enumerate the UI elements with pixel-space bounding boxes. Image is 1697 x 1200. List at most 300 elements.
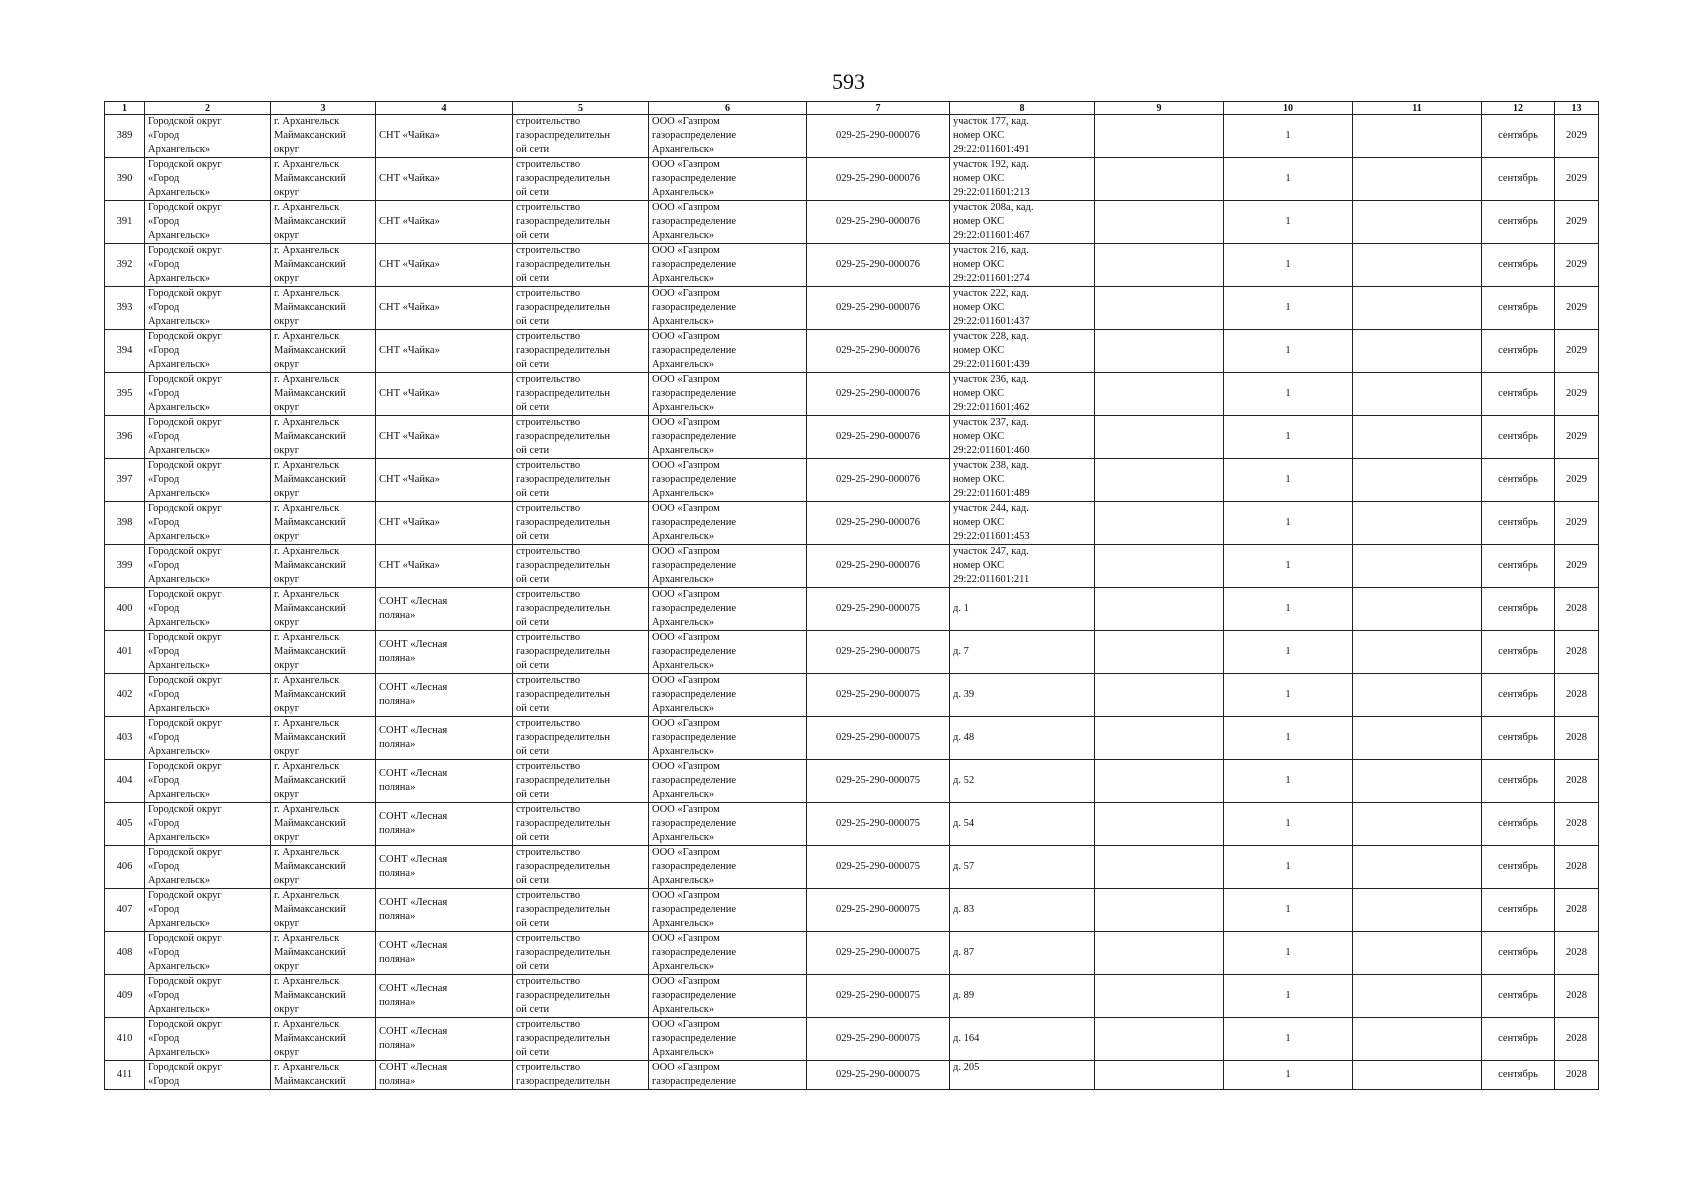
month-cell: сентябрь — [1482, 244, 1555, 287]
district-cell: Городской округ «Город Архангельск» — [145, 545, 271, 588]
year-cell: 2028 — [1555, 932, 1599, 975]
month-cell: сентябрь — [1482, 545, 1555, 588]
address-cell: д. 164 — [950, 1018, 1095, 1061]
organization-cell: ООО «Газпром газораспределение Архангельск» — [649, 502, 807, 545]
col11-cell — [1353, 932, 1482, 975]
year-cell: 2028 — [1555, 803, 1599, 846]
row-number: 410 — [105, 1018, 145, 1061]
col9-cell — [1095, 631, 1224, 674]
work-type-cell: строительство газораспределительн ой сети — [513, 760, 649, 803]
col9-cell — [1095, 889, 1224, 932]
program-code-cell: 029-25-290-000076 — [807, 459, 950, 502]
table-row — [105, 244, 1599, 287]
address-cell: д. 39 — [950, 674, 1095, 717]
organization-cell: ООО «Газпром газораспределение Архангельск» — [649, 1018, 807, 1061]
table-row — [105, 588, 1599, 631]
month-cell: сентябрь — [1482, 459, 1555, 502]
address-cell: участок 237, кад. номер ОКС 29:22:011601:460 — [950, 416, 1095, 459]
locality-cell: г. Архангельск Маймаксанский округ — [271, 803, 376, 846]
address-cell: участок 192, кад. номер ОКС 29:22:011601:213 — [950, 158, 1095, 201]
column-number: 13 — [1555, 102, 1599, 115]
quantity-cell: 1 — [1224, 115, 1353, 158]
address-cell: д. 54 — [950, 803, 1095, 846]
table-row — [105, 373, 1599, 416]
quantity-cell: 1 — [1224, 545, 1353, 588]
object-cell: СОНТ «Лесная поляна» — [376, 1061, 513, 1090]
col9-cell — [1095, 588, 1224, 631]
work-type-cell: строительство газораспределительн ой сети — [513, 330, 649, 373]
address-cell: участок 222, кад. номер ОКС 29:22:011601:437 — [950, 287, 1095, 330]
year-cell: 2029 — [1555, 330, 1599, 373]
table-row — [105, 889, 1599, 932]
col11-cell — [1353, 201, 1482, 244]
quantity-cell: 1 — [1224, 502, 1353, 545]
work-type-cell: строительство газораспределительн ой сети — [513, 674, 649, 717]
col9-cell — [1095, 760, 1224, 803]
object-cell: СОНТ «Лесная поляна» — [376, 889, 513, 932]
locality-cell: г. Архангельск Маймаксанский округ — [271, 158, 376, 201]
row-number: 391 — [105, 201, 145, 244]
quantity-cell: 1 — [1224, 201, 1353, 244]
organization-cell: ООО «Газпром газораспределение Архангельск» — [649, 803, 807, 846]
col11-cell — [1353, 975, 1482, 1018]
table-row — [105, 975, 1599, 1018]
col11-cell — [1353, 1061, 1482, 1090]
program-code-cell: 029-25-290-000075 — [807, 674, 950, 717]
program-code-cell: 029-25-290-000075 — [807, 932, 950, 975]
quantity-cell: 1 — [1224, 1061, 1353, 1090]
work-type-cell: строительство газораспределительн ой сети — [513, 588, 649, 631]
locality-cell: г. Архангельск Маймаксанский округ — [271, 932, 376, 975]
district-cell: Городской округ «Город Архангельск» — [145, 158, 271, 201]
month-cell: сентябрь — [1482, 631, 1555, 674]
quantity-cell: 1 — [1224, 158, 1353, 201]
program-code-cell: 029-25-290-000075 — [807, 1061, 950, 1090]
work-type-cell: строительство газораспределительн ой сети — [513, 545, 649, 588]
row-number: 401 — [105, 631, 145, 674]
program-code-cell: 029-25-290-000075 — [807, 717, 950, 760]
quantity-cell: 1 — [1224, 416, 1353, 459]
table-row — [105, 158, 1599, 201]
district-cell: Городской округ «Город Архангельск» — [145, 803, 271, 846]
object-cell: СНТ «Чайка» — [376, 545, 513, 588]
table-body — [105, 115, 1599, 1090]
col9-cell — [1095, 674, 1224, 717]
locality-cell: г. Архангельск Маймаксанский округ — [271, 416, 376, 459]
object-cell: СОНТ «Лесная поляна» — [376, 674, 513, 717]
col9-cell — [1095, 545, 1224, 588]
table-row — [105, 115, 1599, 158]
work-type-cell: строительство газораспределительн — [513, 1061, 649, 1090]
row-number: 404 — [105, 760, 145, 803]
col11-cell — [1353, 588, 1482, 631]
month-cell: сентябрь — [1482, 889, 1555, 932]
register-table — [104, 101, 1599, 1090]
organization-cell: ООО «Газпром газораспределение Архангельск» — [649, 760, 807, 803]
quantity-cell: 1 — [1224, 803, 1353, 846]
object-cell: СОНТ «Лесная поляна» — [376, 975, 513, 1018]
locality-cell: г. Архангельск Маймаксанский — [271, 1061, 376, 1090]
quantity-cell: 1 — [1224, 846, 1353, 889]
col9-cell — [1095, 330, 1224, 373]
district-cell: Городской округ «Город Архангельск» — [145, 330, 271, 373]
locality-cell: г. Архангельск Маймаксанский округ — [271, 674, 376, 717]
month-cell: сентябрь — [1482, 1018, 1555, 1061]
work-type-cell: строительство газораспределительн ой сети — [513, 631, 649, 674]
organization-cell: ООО «Газпром газораспределение Архангельск» — [649, 545, 807, 588]
row-number: 397 — [105, 459, 145, 502]
col9-cell — [1095, 459, 1224, 502]
table-row — [105, 803, 1599, 846]
column-number: 3 — [271, 102, 376, 115]
col11-cell — [1353, 846, 1482, 889]
address-cell: д. 48 — [950, 717, 1095, 760]
month-cell: сентябрь — [1482, 201, 1555, 244]
work-type-cell: строительство газораспределительн ой сети — [513, 889, 649, 932]
month-cell: сентябрь — [1482, 158, 1555, 201]
column-number: 10 — [1224, 102, 1353, 115]
year-cell: 2028 — [1555, 846, 1599, 889]
year-cell: 2028 — [1555, 631, 1599, 674]
month-cell: сентябрь — [1482, 287, 1555, 330]
address-cell: д. 89 — [950, 975, 1095, 1018]
month-cell: сентябрь — [1482, 416, 1555, 459]
work-type-cell: строительство газораспределительн ой сети — [513, 932, 649, 975]
quantity-cell: 1 — [1224, 889, 1353, 932]
column-number: 6 — [649, 102, 807, 115]
table-row — [105, 330, 1599, 373]
organization-cell: ООО «Газпром газораспределение Архангельск» — [649, 287, 807, 330]
year-cell: 2029 — [1555, 373, 1599, 416]
table-row — [105, 1018, 1599, 1061]
year-cell: 2028 — [1555, 1061, 1599, 1090]
column-number: 4 — [376, 102, 513, 115]
col11-cell — [1353, 545, 1482, 588]
district-cell: Городской округ «Город Архангельск» — [145, 502, 271, 545]
work-type-cell: строительство газораспределительн ой сети — [513, 1018, 649, 1061]
program-code-cell: 029-25-290-000075 — [807, 631, 950, 674]
district-cell: Городской округ «Город Архангельск» — [145, 674, 271, 717]
row-number: 398 — [105, 502, 145, 545]
month-cell: сентябрь — [1482, 674, 1555, 717]
col11-cell — [1353, 330, 1482, 373]
address-cell: участок 238, кад. номер ОКС 29:22:011601:489 — [950, 459, 1095, 502]
month-cell: сентябрь — [1482, 373, 1555, 416]
table-row — [105, 760, 1599, 803]
district-cell: Городской округ «Город Архангельск» — [145, 975, 271, 1018]
program-code-cell: 029-25-290-000076 — [807, 244, 950, 287]
district-cell: Городской округ «Город Архангельск» — [145, 1018, 271, 1061]
col9-cell — [1095, 846, 1224, 889]
month-cell: сентябрь — [1482, 588, 1555, 631]
year-cell: 2029 — [1555, 115, 1599, 158]
object-cell: СНТ «Чайка» — [376, 330, 513, 373]
row-number: 389 — [105, 115, 145, 158]
address-cell: д. 1 — [950, 588, 1095, 631]
page-number: 593 — [832, 69, 865, 94]
quantity-cell: 1 — [1224, 373, 1353, 416]
month-cell: сентябрь — [1482, 760, 1555, 803]
month-cell: сентябрь — [1482, 717, 1555, 760]
year-cell: 2029 — [1555, 502, 1599, 545]
year-cell: 2029 — [1555, 459, 1599, 502]
year-cell: 2029 — [1555, 416, 1599, 459]
quantity-cell: 1 — [1224, 244, 1353, 287]
address-cell: д. 57 — [950, 846, 1095, 889]
work-type-cell: строительство газораспределительн ой сети — [513, 244, 649, 287]
col9-cell — [1095, 1061, 1224, 1090]
program-code-cell: 029-25-290-000076 — [807, 201, 950, 244]
locality-cell: г. Архангельск Маймаксанский округ — [271, 760, 376, 803]
table-row — [105, 631, 1599, 674]
year-cell: 2029 — [1555, 244, 1599, 287]
col11-cell — [1353, 459, 1482, 502]
row-number: 409 — [105, 975, 145, 1018]
row-number: 408 — [105, 932, 145, 975]
table-row — [105, 1061, 1599, 1090]
col9-cell — [1095, 244, 1224, 287]
object-cell: СОНТ «Лесная поляна» — [376, 1018, 513, 1061]
row-number: 411 — [105, 1061, 145, 1090]
row-number: 402 — [105, 674, 145, 717]
address-cell: д. 7 — [950, 631, 1095, 674]
district-cell: Городской округ «Город Архангельск» — [145, 932, 271, 975]
year-cell: 2028 — [1555, 717, 1599, 760]
locality-cell: г. Архангельск Маймаксанский округ — [271, 459, 376, 502]
year-cell: 2028 — [1555, 975, 1599, 1018]
organization-cell: ООО «Газпром газораспределение Архангельск» — [649, 459, 807, 502]
organization-cell: ООО «Газпром газораспределение Архангельск» — [649, 975, 807, 1018]
col11-cell — [1353, 1018, 1482, 1061]
work-type-cell: строительство газораспределительн ой сети — [513, 803, 649, 846]
col11-cell — [1353, 717, 1482, 760]
object-cell: СНТ «Чайка» — [376, 115, 513, 158]
object-cell: СНТ «Чайка» — [376, 459, 513, 502]
object-cell: СОНТ «Лесная поляна» — [376, 932, 513, 975]
quantity-cell: 1 — [1224, 588, 1353, 631]
organization-cell: ООО «Газпром газораспределение Архангельск» — [649, 674, 807, 717]
col11-cell — [1353, 631, 1482, 674]
col11-cell — [1353, 158, 1482, 201]
row-number: 390 — [105, 158, 145, 201]
district-cell: Городской округ «Город Архангельск» — [145, 588, 271, 631]
object-cell: СНТ «Чайка» — [376, 287, 513, 330]
district-cell: Городской округ «Город Архангельск» — [145, 760, 271, 803]
month-cell: сентябрь — [1482, 115, 1555, 158]
year-cell: 2028 — [1555, 674, 1599, 717]
address-cell: участок 244, кад. номер ОКС 29:22:011601:453 — [950, 502, 1095, 545]
district-cell: Городской округ «Город — [145, 1061, 271, 1090]
col11-cell — [1353, 115, 1482, 158]
object-cell: СОНТ «Лесная поляна» — [376, 803, 513, 846]
table-row — [105, 201, 1599, 244]
col11-cell — [1353, 889, 1482, 932]
district-cell: Городской округ «Город Архангельск» — [145, 115, 271, 158]
year-cell: 2028 — [1555, 1018, 1599, 1061]
district-cell: Городской округ «Город Архангельск» — [145, 244, 271, 287]
locality-cell: г. Архангельск Маймаксанский округ — [271, 502, 376, 545]
program-code-cell: 029-25-290-000075 — [807, 760, 950, 803]
table-row — [105, 287, 1599, 330]
locality-cell: г. Архангельск Маймаксанский округ — [271, 717, 376, 760]
locality-cell: г. Архангельск Маймаксанский округ — [271, 201, 376, 244]
col11-cell — [1353, 502, 1482, 545]
quantity-cell: 1 — [1224, 631, 1353, 674]
col9-cell — [1095, 1018, 1224, 1061]
locality-cell: г. Архангельск Маймаксанский округ — [271, 545, 376, 588]
program-code-cell: 029-25-290-000075 — [807, 803, 950, 846]
district-cell: Городской округ «Город Архангельск» — [145, 889, 271, 932]
locality-cell: г. Архангельск Маймаксанский округ — [271, 846, 376, 889]
month-cell: сентябрь — [1482, 846, 1555, 889]
col11-cell — [1353, 803, 1482, 846]
district-cell: Городской округ «Город Архангельск» — [145, 631, 271, 674]
col11-cell — [1353, 373, 1482, 416]
locality-cell: г. Архангельск Маймаксанский округ — [271, 115, 376, 158]
object-cell: СОНТ «Лесная поляна» — [376, 760, 513, 803]
quantity-cell: 1 — [1224, 717, 1353, 760]
work-type-cell: строительство газораспределительн ой сети — [513, 201, 649, 244]
quantity-cell: 1 — [1224, 330, 1353, 373]
district-cell: Городской округ «Город Архангельск» — [145, 287, 271, 330]
year-cell: 2028 — [1555, 760, 1599, 803]
col9-cell — [1095, 717, 1224, 760]
address-cell: участок 208а, кад. номер ОКС 29:22:011601:467 — [950, 201, 1095, 244]
program-code-cell: 029-25-290-000076 — [807, 545, 950, 588]
address-cell: д. 52 — [950, 760, 1095, 803]
program-code-cell: 029-25-290-000076 — [807, 287, 950, 330]
row-number: 405 — [105, 803, 145, 846]
quantity-cell: 1 — [1224, 459, 1353, 502]
col9-cell — [1095, 416, 1224, 459]
program-code-cell: 029-25-290-000076 — [807, 330, 950, 373]
district-cell: Городской округ «Город Архангельск» — [145, 459, 271, 502]
month-cell: сентябрь — [1482, 1061, 1555, 1090]
organization-cell: ООО «Газпром газораспределение Архангельск» — [649, 373, 807, 416]
work-type-cell: строительство газораспределительн ой сети — [513, 416, 649, 459]
locality-cell: г. Архангельск Маймаксанский округ — [271, 631, 376, 674]
row-number: 403 — [105, 717, 145, 760]
address-cell: д. 87 — [950, 932, 1095, 975]
quantity-cell: 1 — [1224, 287, 1353, 330]
year-cell: 2029 — [1555, 545, 1599, 588]
work-type-cell: строительство газораспределительн ой сети — [513, 717, 649, 760]
address-cell: д. 205 — [950, 1061, 1095, 1090]
row-number: 393 — [105, 287, 145, 330]
object-cell: СОНТ «Лесная поляна» — [376, 717, 513, 760]
work-type-cell: строительство газораспределительн ой сети — [513, 373, 649, 416]
organization-cell: ООО «Газпром газораспределение — [649, 1061, 807, 1090]
month-cell: сентябрь — [1482, 932, 1555, 975]
quantity-cell: 1 — [1224, 975, 1353, 1018]
quantity-cell: 1 — [1224, 674, 1353, 717]
object-cell: СОНТ «Лесная поляна» — [376, 631, 513, 674]
col9-cell — [1095, 201, 1224, 244]
organization-cell: ООО «Газпром газораспределение Архангельск» — [649, 932, 807, 975]
district-cell: Городской округ «Город Архангельск» — [145, 416, 271, 459]
address-cell: д. 83 — [950, 889, 1095, 932]
col11-cell — [1353, 416, 1482, 459]
table-row — [105, 502, 1599, 545]
district-cell: Городской округ «Город Архангельск» — [145, 201, 271, 244]
column-number: 12 — [1482, 102, 1555, 115]
col11-cell — [1353, 674, 1482, 717]
row-number: 395 — [105, 373, 145, 416]
table-row — [105, 416, 1599, 459]
work-type-cell: строительство газораспределительн ой сети — [513, 287, 649, 330]
locality-cell: г. Архангельск Маймаксанский округ — [271, 1018, 376, 1061]
organization-cell: ООО «Газпром газораспределение Архангельск» — [649, 717, 807, 760]
locality-cell: г. Архангельск Маймаксанский округ — [271, 330, 376, 373]
table-row — [105, 717, 1599, 760]
year-cell: 2029 — [1555, 201, 1599, 244]
year-cell: 2028 — [1555, 588, 1599, 631]
month-cell: сентябрь — [1482, 803, 1555, 846]
table-row — [105, 459, 1599, 502]
organization-cell: ООО «Газпром газораспределение Архангельск» — [649, 588, 807, 631]
organization-cell: ООО «Газпром газораспределение Архангельск» — [649, 416, 807, 459]
district-cell: Городской округ «Город Архангельск» — [145, 373, 271, 416]
organization-cell: ООО «Газпром газораспределение Архангельск» — [649, 631, 807, 674]
organization-cell: ООО «Газпром газораспределение Архангельск» — [649, 115, 807, 158]
month-cell: сентябрь — [1482, 330, 1555, 373]
program-code-cell: 029-25-290-000075 — [807, 975, 950, 1018]
month-cell: сентябрь — [1482, 502, 1555, 545]
row-number: 406 — [105, 846, 145, 889]
month-cell: сентябрь — [1482, 975, 1555, 1018]
program-code-cell: 029-25-290-000075 — [807, 1018, 950, 1061]
object-cell: СОНТ «Лесная поляна» — [376, 846, 513, 889]
organization-cell: ООО «Газпром газораспределение Архангельск» — [649, 889, 807, 932]
quantity-cell: 1 — [1224, 1018, 1353, 1061]
col9-cell — [1095, 287, 1224, 330]
program-code-cell: 029-25-290-000075 — [807, 588, 950, 631]
district-cell: Городской округ «Город Архангельск» — [145, 717, 271, 760]
address-cell: участок 216, кад. номер ОКС 29:22:011601:274 — [950, 244, 1095, 287]
program-code-cell: 029-25-290-000076 — [807, 115, 950, 158]
object-cell: СНТ «Чайка» — [376, 244, 513, 287]
locality-cell: г. Архангельск Маймаксанский округ — [271, 588, 376, 631]
quantity-cell: 1 — [1224, 760, 1353, 803]
table-row — [105, 932, 1599, 975]
address-cell: участок 228, кад. номер ОКС 29:22:011601:439 — [950, 330, 1095, 373]
table-row — [105, 674, 1599, 717]
column-number-row — [105, 102, 1599, 115]
address-cell: участок 247, кад. номер ОКС 29:22:011601:211 — [950, 545, 1095, 588]
locality-cell: г. Архангельск Маймаксанский округ — [271, 889, 376, 932]
work-type-cell: строительство газораспределительн ой сети — [513, 459, 649, 502]
object-cell: СНТ «Чайка» — [376, 158, 513, 201]
table-row — [105, 846, 1599, 889]
col9-cell — [1095, 115, 1224, 158]
object-cell: СНТ «Чайка» — [376, 373, 513, 416]
work-type-cell: строительство газораспределительн ой сети — [513, 115, 649, 158]
col9-cell — [1095, 158, 1224, 201]
work-type-cell: строительство газораспределительн ой сети — [513, 975, 649, 1018]
column-number: 5 — [513, 102, 649, 115]
quantity-cell: 1 — [1224, 932, 1353, 975]
organization-cell: ООО «Газпром газораспределение Архангельск» — [649, 846, 807, 889]
work-type-cell: строительство газораспределительн ой сети — [513, 158, 649, 201]
work-type-cell: строительство газораспределительн ой сети — [513, 502, 649, 545]
col9-cell — [1095, 502, 1224, 545]
organization-cell: ООО «Газпром газораспределение Архангельск» — [649, 201, 807, 244]
row-number: 407 — [105, 889, 145, 932]
organization-cell: ООО «Газпром газораспределение Архангельск» — [649, 244, 807, 287]
program-code-cell: 029-25-290-000076 — [807, 373, 950, 416]
col11-cell — [1353, 760, 1482, 803]
col9-cell — [1095, 932, 1224, 975]
